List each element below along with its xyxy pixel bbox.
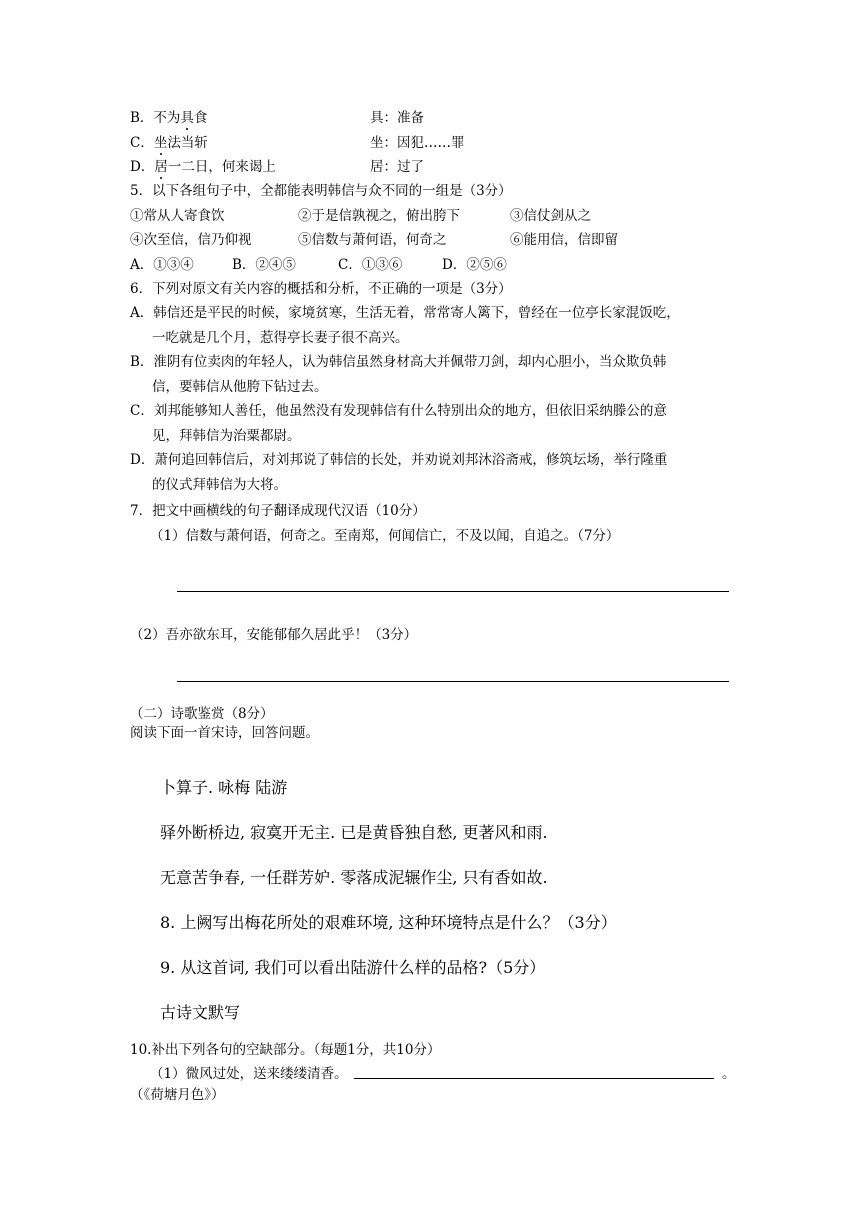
section-2-intro: 阅读下面一首宋诗，回答问题。 [130, 725, 319, 741]
q7-sentence-2: （2）吾亦欲东耳，安能郁郁久居此乎！（3分） [130, 627, 418, 643]
q6-option-a-cont: 一吃就是几个月，惹得亭长妻子很不高兴。 [152, 330, 409, 346]
q5-item: ④次至信，信乃仰视 [130, 232, 252, 248]
q4-option-c: C．坐法当斩 [130, 135, 208, 151]
section-3-title: 古诗文默写 [160, 1003, 241, 1022]
q6-option-b: B．淮阴有位卖肉的年轻人，认为韩信虽然身材高大并佩带刀剑，却内心胆小，当众欺负韩 [130, 354, 667, 370]
q6-option-a: A．韩信还是平民的时候，家境贫寒，生活无着，常常寄人篱下，曾经在一位亭长家混饭吃， [130, 305, 680, 321]
q10-sentence-1-end: 。 [722, 1066, 736, 1082]
q10-stem: 10.补出下列各句的空缺部分。（每题1分，共10分） [130, 1042, 441, 1058]
q6-option-d-cont: 的仪式拜韩信为大将。 [152, 477, 287, 493]
fill-blank-1[interactable] [354, 1078, 714, 1079]
q5-item: ⑤信数与萧何语，何奇之 [298, 232, 447, 248]
poem-line-1: 驿外断桥边, 寂寞开无主. 已是黄昏独自愁, 更著风和雨. [160, 823, 548, 842]
q5-choice-a: A．①③④ [130, 257, 194, 273]
q6-option-c-cont: 见，拜韩信为治粟都尉。 [152, 428, 301, 444]
q8-question: 8. 上阙写出梅花所处的艰难环境, 这种环境特点是什么？（3分） [160, 913, 617, 932]
answer-line-2[interactable] [177, 681, 729, 682]
q6-stem: 6．下列对原文有关内容的概括和分析，不正确的一项是（3分） [130, 281, 512, 297]
q4-option-b-gloss: 具：准备 [370, 110, 424, 126]
q7-stem: 7．把文中画横线的句子翻译成现代汉语（10分） [130, 503, 426, 519]
q5-item: ⑥能用信，信即留 [510, 232, 618, 248]
section-2-title: （二）诗歌鉴赏（8分） [130, 706, 274, 722]
q10-sentence-1: （1）微风过处，送来缕缕清香。 [150, 1066, 348, 1082]
q5-stem: 5．以下各组句子中，全都能表明韩信与众不同的一组是（3分） [130, 183, 512, 199]
q5-item: ③信仗剑从之 [510, 208, 591, 224]
q10-source: （《荷塘月色》） [130, 1087, 225, 1103]
q5-choice-c: C．①③⑥ [338, 257, 403, 273]
q6-option-d: D．萧何追回韩信后，对刘邦说了韩信的长处，并劝说刘邦沐浴斋戒，修筑坛场，举行隆重 [130, 452, 668, 468]
poem-line-2: 无意苦争春, 一任群芳妒. 零落成泥辗作尘, 只有香如故. [160, 868, 548, 887]
q5-item: ①常从人寄食饮 [130, 208, 225, 224]
q4-option-b: B．不为具食 [130, 110, 208, 126]
poem-title: 卜算子. 咏梅 陆游 [160, 778, 288, 797]
q7-sentence-1: （1）信数与萧何语，何奇之。至南郑，何闻信亡，不及以闻，自追之。（7分） [150, 528, 620, 544]
q5-choice-b: B．②④⑤ [232, 257, 296, 273]
q6-option-c: C．刘邦能够知人善任，他虽然没有发现韩信有什么特别出众的地方，但依旧采纳滕公的意 [130, 403, 667, 419]
q5-choice-d: D．②⑤⑥ [442, 257, 507, 273]
answer-line-1[interactable] [177, 591, 729, 592]
q5-item: ②于是信孰视之，俯出胯下 [298, 208, 460, 224]
q9-question: 9. 从这首词, 我们可以看出陆游什么样的品格?（5分） [160, 958, 546, 977]
q6-option-b-cont: 信，要韩信从他胯下钻过去。 [152, 379, 328, 395]
q4-option-c-gloss: 坐：因犯……罪 [370, 135, 465, 151]
q4-option-d: D．居一二日，何来谒上 [130, 159, 276, 175]
q4-option-d-gloss: 居：过了 [370, 159, 424, 175]
